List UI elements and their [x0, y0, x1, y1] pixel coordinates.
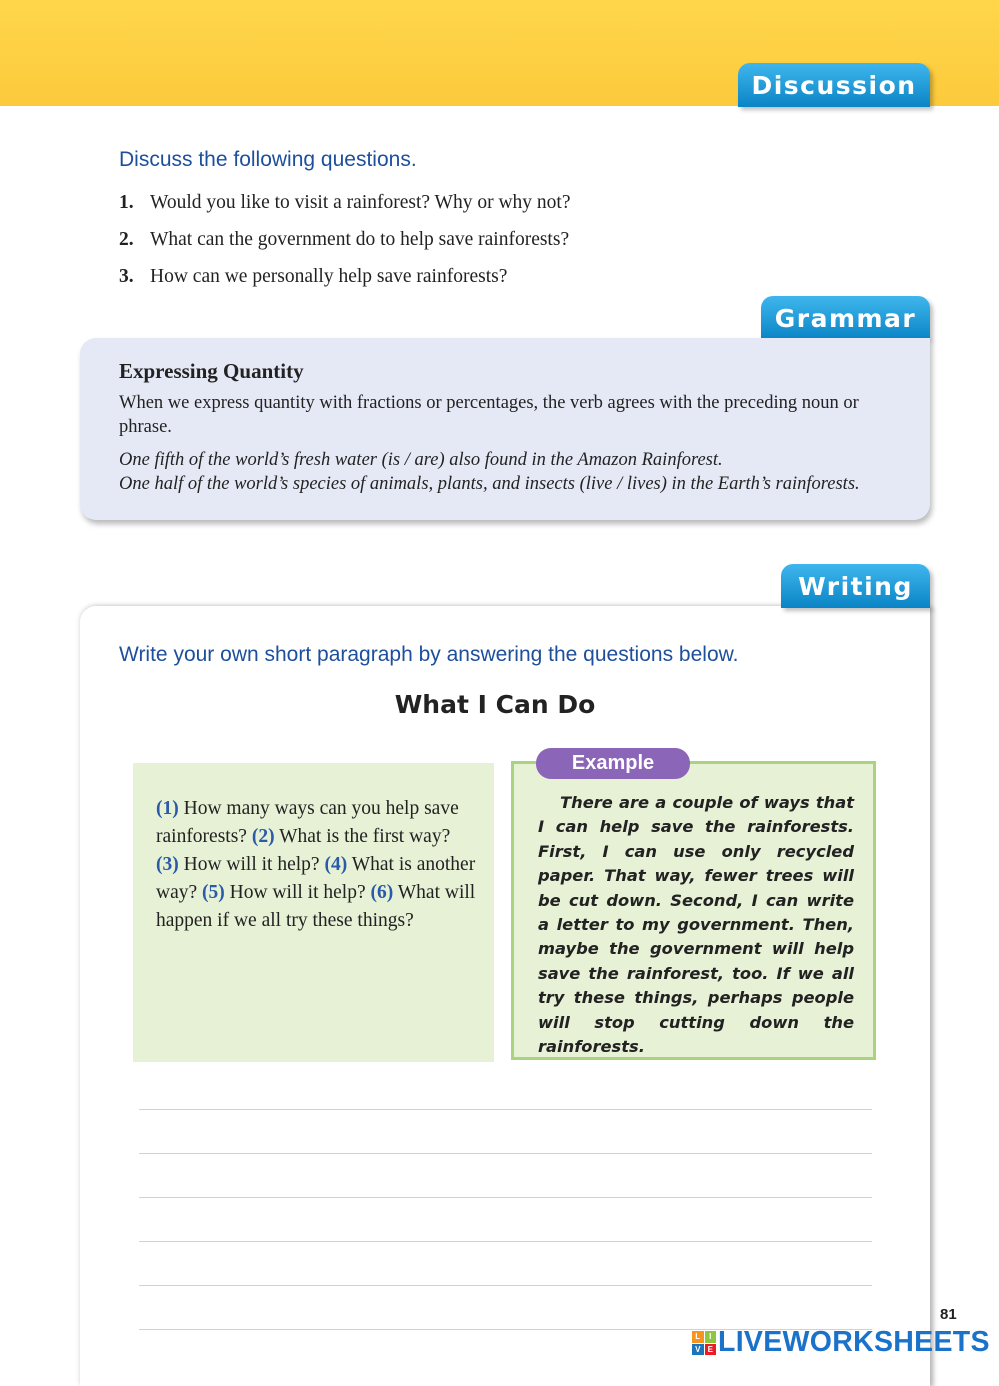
- question-text: How can we personally help save rainforests?: [150, 266, 508, 287]
- discussion-question-1: [119, 192, 571, 214]
- prompt-number: (2): [251, 826, 275, 847]
- grammar-box: [80, 338, 930, 520]
- prompt-text: What is another way?: [156, 854, 476, 903]
- logo-text: LIVEWORKSHEETS: [718, 1326, 990, 1358]
- page-number: 81: [940, 1306, 957, 1323]
- prompt-number: (1): [156, 798, 179, 819]
- question-number: 2.: [119, 229, 134, 250]
- grammar-title: Expressing Quantity: [119, 359, 304, 383]
- logo-square-v: V: [692, 1344, 704, 1356]
- grammar-example-2: One half of the world’s species of animals, plants, and insects (live / lives) in the Earth’s rainforests.: [119, 474, 860, 494]
- question-number: 3.: [119, 266, 134, 287]
- prompt-text: What will happen if we all try these things?: [156, 882, 476, 931]
- answer-line-2[interactable]: [139, 1153, 872, 1154]
- logo-square-l: L: [692, 1331, 704, 1343]
- logo-squares-icon: [692, 1331, 716, 1355]
- question-text: What can the government do to help save rainforests?: [150, 229, 570, 250]
- question-number: 1.: [119, 192, 134, 213]
- prompt-number: (6): [370, 882, 394, 903]
- discussion-question-2: [119, 229, 569, 251]
- answer-line-3[interactable]: [139, 1197, 872, 1198]
- writing-tab: Writing: [781, 564, 930, 608]
- liveworksheets-logo[interactable]: [692, 1328, 992, 1356]
- question-text: Would you like to visit a rainforest? Why or why not?: [150, 192, 571, 213]
- answer-line-1[interactable]: [139, 1109, 872, 1110]
- prompt-text: How will it help?: [178, 854, 325, 875]
- writing-instruction: Write your own short paragraph by answering the questions below.: [119, 643, 739, 666]
- grammar-explanation: When we express quantity with fractions or percentages, the verb agrees with the preceding noun or phrase.: [119, 393, 859, 437]
- prompt-text: What is the first way?: [274, 826, 451, 847]
- prompt-questions: [156, 795, 476, 935]
- logo-square-e: E: [705, 1344, 717, 1356]
- logo-square-i: I: [705, 1331, 717, 1343]
- prompt-number: (3): [156, 854, 179, 875]
- grammar-tab: Grammar: [761, 296, 930, 340]
- discussion-question-3: [119, 266, 507, 288]
- example-paragraph: There are a couple of ways that I can help save the rainforests. First, I can use only recycled paper. That way, fewer trees will be cut down. Second, I can write a letter to my government. Then, maybe the government will help save the rainforest, too. If we all try these things, perhaps people will stop cutting down the rainforests.: [538, 793, 854, 1057]
- discussion-instruction: Discuss the following questions.: [119, 148, 417, 171]
- example-box: [511, 761, 876, 1060]
- writing-title: What I Can Do: [394, 690, 596, 719]
- answer-line-5[interactable]: [139, 1285, 872, 1286]
- prompt-text: How many ways can you help save rainforests?: [156, 798, 459, 847]
- grammar-example-1: One fifth of the world’s fresh water (is / are) also found in the Amazon Rainforest.: [119, 450, 723, 470]
- prompt-text: How will it help?: [224, 882, 371, 903]
- prompt-box: [133, 763, 494, 1062]
- prompt-number: (5): [202, 882, 225, 903]
- answer-line-4[interactable]: [139, 1241, 872, 1242]
- example-badge: Example: [536, 748, 690, 779]
- prompt-number: (4): [324, 854, 348, 875]
- discussion-tab: Discussion: [738, 63, 930, 107]
